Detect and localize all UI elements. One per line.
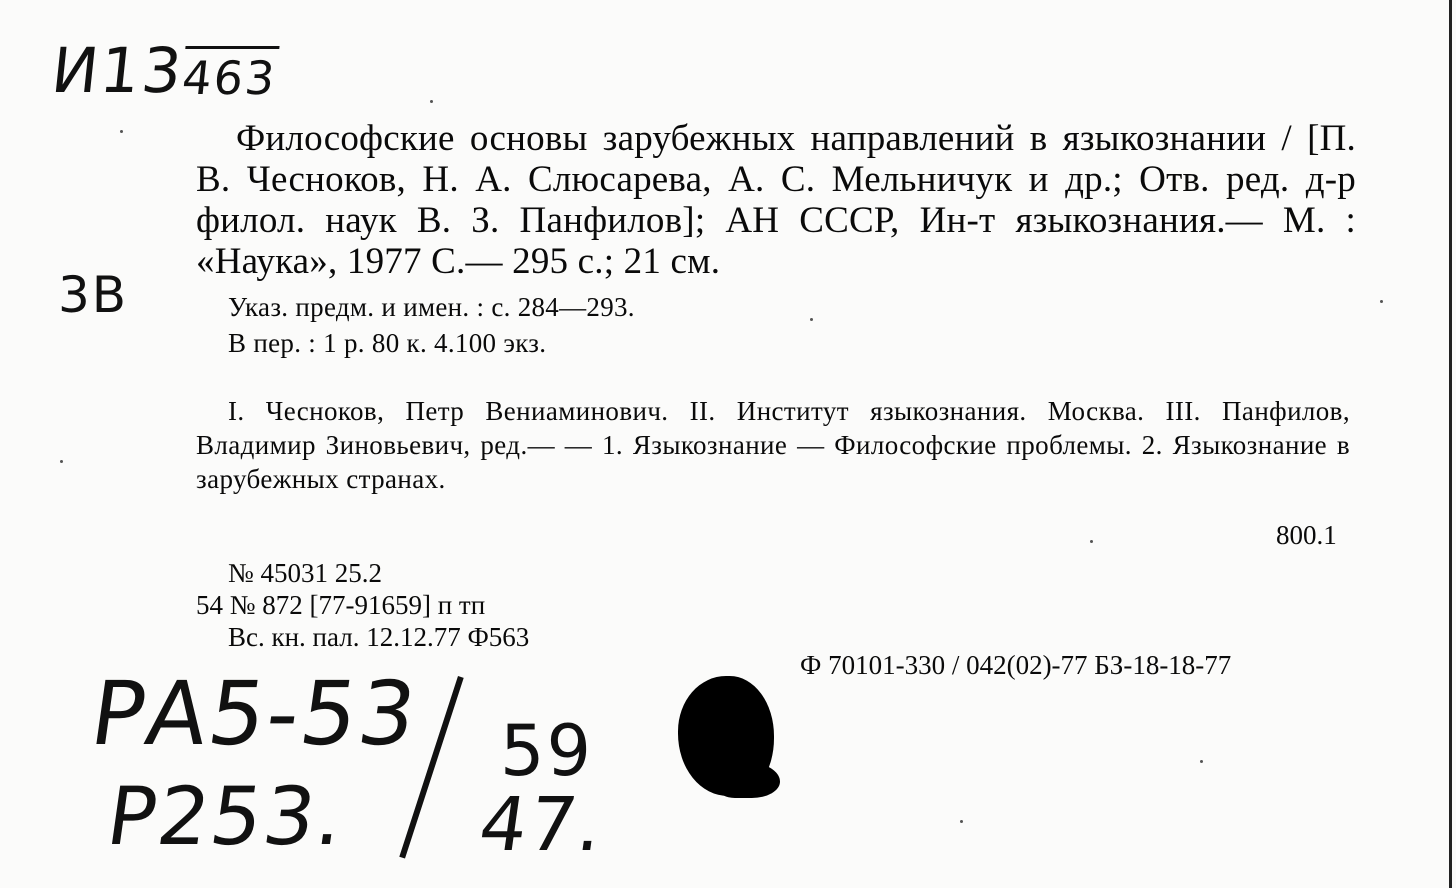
speck (1380, 300, 1383, 303)
bibliographic-description (196, 118, 1356, 282)
catalog-code: Ф 70101-330 / 042(02)-77 БЗ-18-18-77 (800, 650, 1232, 680)
speck (430, 100, 433, 103)
card-edge-line (1449, 0, 1452, 888)
handwritten-shelf-line-1: РА5-53 (84, 662, 425, 765)
index-note: Указ. предм. и имен. : с. 284—293. (228, 292, 635, 322)
speck (120, 130, 123, 133)
ink-blot (678, 676, 774, 796)
handwritten-shelf-line-2: Р253. (101, 770, 351, 863)
tracings-paragraph: I. Чесноков, Петр Вениаминович. II. Институт языкознания. Москва. III. Панфилов, Владимир Зиновьевич, ред.— — 1. Языкознание — Философские проблемы. 2. Языкознание в зарубежных странах. (196, 396, 1350, 494)
title-paragraph: Философские основы зарубежных направлений в языкознании / [П. В. Чесноков, Н. А. Слюсарева, А. С. Мельничук и др.; Отв. ред. д-р филол. наук В. З. Панфилов]; АН СССР, Ин-т языкознания.— М. : «Наука», 1977 С.— 295 с.; 21 см. (196, 118, 1356, 282)
order-line-2: 54 № 872 [77-91659] п тп (196, 590, 486, 620)
speck (960, 820, 963, 823)
handwritten-left-mark: 3В (58, 266, 129, 324)
handwritten-shelf-suffix-1: 59 (500, 710, 594, 792)
class-number: 800.1 (1276, 520, 1337, 550)
speck (1090, 540, 1093, 543)
call-number-denominator: 463 (180, 46, 280, 105)
speck (1200, 760, 1203, 763)
price-note: В пер. : 1 р. 80 к. 4.100 экз. (228, 328, 547, 358)
handwritten-shelf-suffix-2: 47. (473, 782, 610, 868)
speck (60, 460, 63, 463)
tracings (196, 394, 1350, 496)
order-line-3: Вс. кн. пал. 12.12.77 Ф563 (228, 622, 530, 652)
call-number-numerator: И13 (48, 34, 188, 107)
handwritten-call-number (48, 34, 281, 107)
speck (810, 318, 813, 321)
order-line-1: № 45031 25.2 (228, 558, 383, 588)
